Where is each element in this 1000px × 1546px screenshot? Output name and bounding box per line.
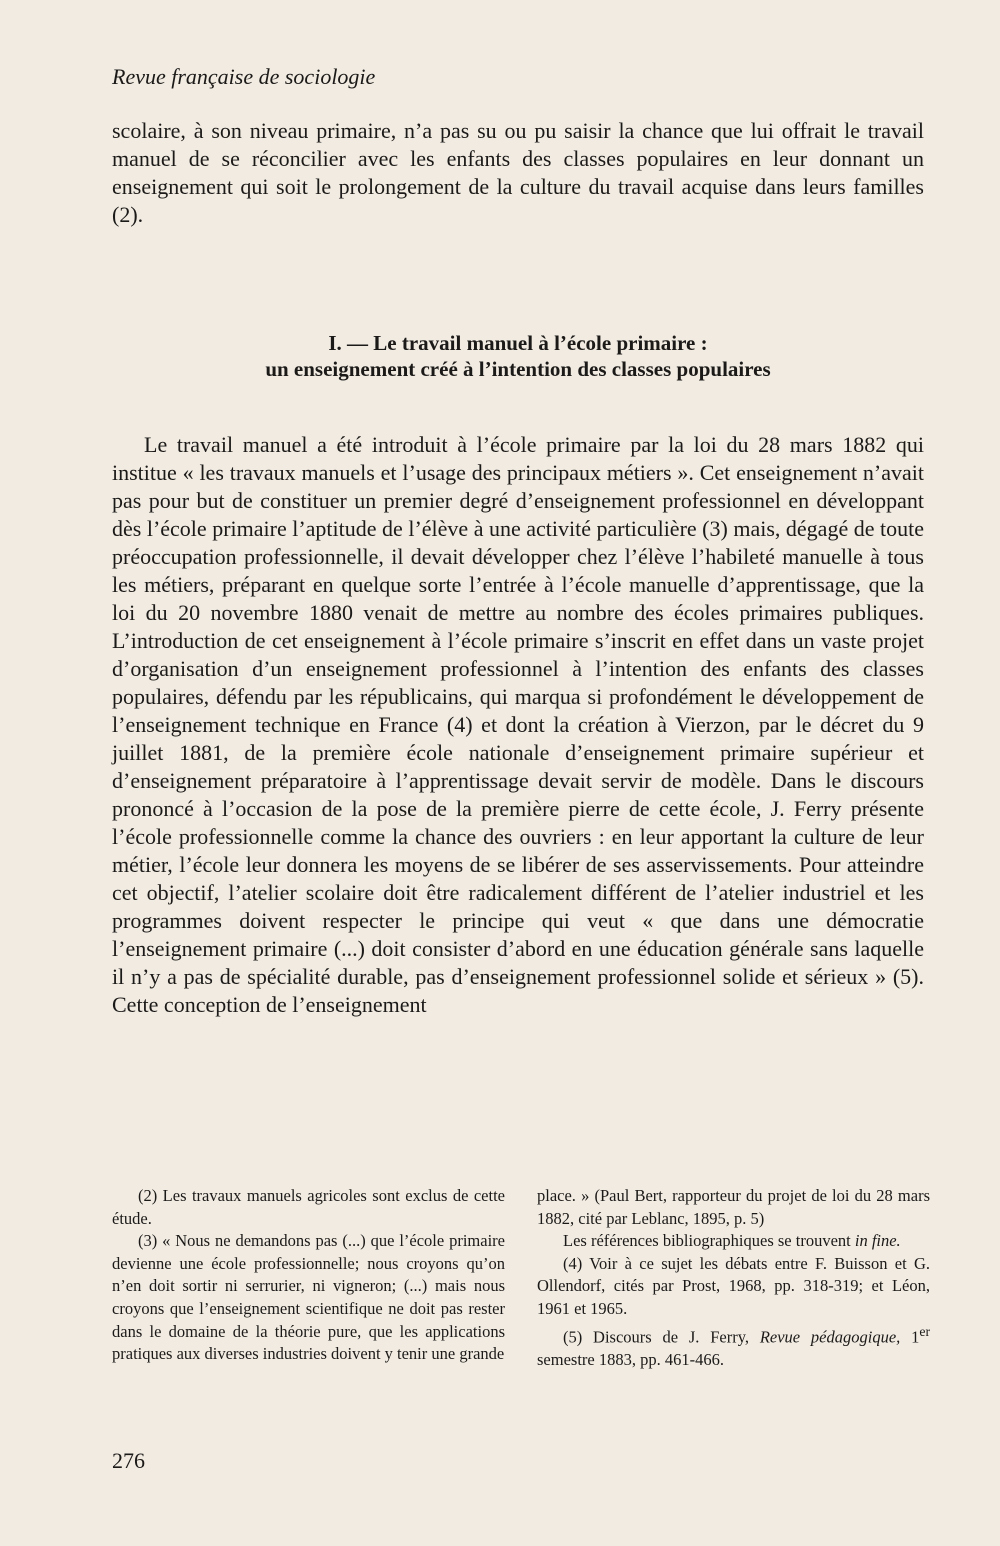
references-note [537, 1230, 930, 1253]
footnote-3-continued: place. » (Paul Bert, rapporteur du projet de loi du 28 mars 1882, cité par Leblanc, 1895, p. 5) [537, 1186, 930, 1228]
footnote-4: (4) Voir à ce sujet les débats entre F. Buisson et G. Ollendorf, cités par Prost, 1968, pp. 318-319; et Léon, 1961 et 1965. [537, 1253, 930, 1318]
section-heading-line1: I. — Le travail manuel à l’école primaire : [328, 331, 708, 355]
footnote-column-left [112, 1185, 505, 1371]
footnote-5-semester-number: 1 [911, 1327, 920, 1347]
section-heading-line2: un enseignement créé à l’intention des classes populaires [265, 357, 771, 381]
running-title: Revue française de sociologie [112, 64, 376, 89]
intro-paragraph: scolaire, à son niveau primaire, n’a pas su ou pu saisir la chance que lui offrait le travail manuel de se réconcilier avec les enfants des classes populaires en leur donnant un enseignement qui soit le prolongement de la culture du travail acquise dans leurs familles (2). [112, 118, 924, 227]
body-paragraph: Le travail manuel a été introduit à l’école primaire par la loi du 28 mars 1882 qui institue « les travaux manuels et l’usage des principaux métiers ». Cet enseignement n’avait pas pour but de constituer un premier degré d’enseignement professionnel en développant dès l’école primaire l’aptitude de l’élève à une activité particulière (3) mais, dégagé de toute préoccupation professionnelle, il devait développer chez l’élève l’habileté manuelle à tous les métiers, préparant en quelque sorte l’entrée à l’école manuelle d’apprentissage, que la loi du 20 novembre 1880 venait de mettre au nombre des écoles primaires publiques. L’introduction de cet enseignement à l’école primaire s’inscrit en effet dans un vaste projet d’organisation d’un enseignement professionnel à l’intention des enfants des classes populaires, défendu par les républicains, qui marqua si profondément le développement de l’enseignement technique en France (4) et dont la création à Vierzon, par le décret du 9 juillet 1881, de la première école nationale d’enseignement primaire supérieur et d’enseignement préparatoire à l’apprentissage devait servir de modèle. Dans le discours prononcé à l’occasion de la pose de la première pierre de cette école, J. Ferry présente l’école professionnelle comme la chance des ouvriers : en leur apportant la culture de leur métier, l’école leur donnera les moyens de se libérer de ses asservissements. Pour atteindre cet objectif, l’atelier scolaire doit être radicalement différent de l’atelier industriel et les programmes doivent respecter le principe qui veut « que dans une démocratie l’enseignement primaire (...) doit consister d’abord en une éducation générale sans laquelle il n’y a pas de spécialité durable, pas d’enseignement professionnel solide et sérieux » (5). Cette conception de l’enseignement [112, 432, 924, 1017]
footnotes [112, 1185, 930, 1371]
references-in-fine: in fine. [854, 1231, 901, 1251]
section-heading [112, 330, 924, 382]
footnote-5 [537, 1321, 930, 1372]
footnote-3: (3) « Nous ne demandons pas (...) que l’école primaire devienne une école professionnelle; nous croyons qu’on n’en doit sortir ni serrurier, ni vigneron; (...) mais nous croyons que l’enseignement scientifique ne doit pas rester dans le domaine de la théorie pure, que les applications pratiques aux diverses industries doivent y tenir une grande [112, 1231, 505, 1364]
page-number: 276 [112, 1448, 145, 1473]
footnote-5-text: (5) Discours de J. Ferry, [563, 1327, 750, 1347]
references-text: Les références bibliographiques se trouvent [563, 1231, 851, 1251]
footnote-column-right [537, 1185, 930, 1371]
footnote-5-journal: Revue pédagogique, [759, 1327, 901, 1347]
footnote-5-rest: semestre 1883, pp. 461-466. [537, 1349, 724, 1369]
footnote-2: (2) Les travaux manuels agricoles sont exclus de cette étude. [112, 1186, 505, 1228]
footnote-5-semester-superscript: er [919, 1323, 931, 1339]
